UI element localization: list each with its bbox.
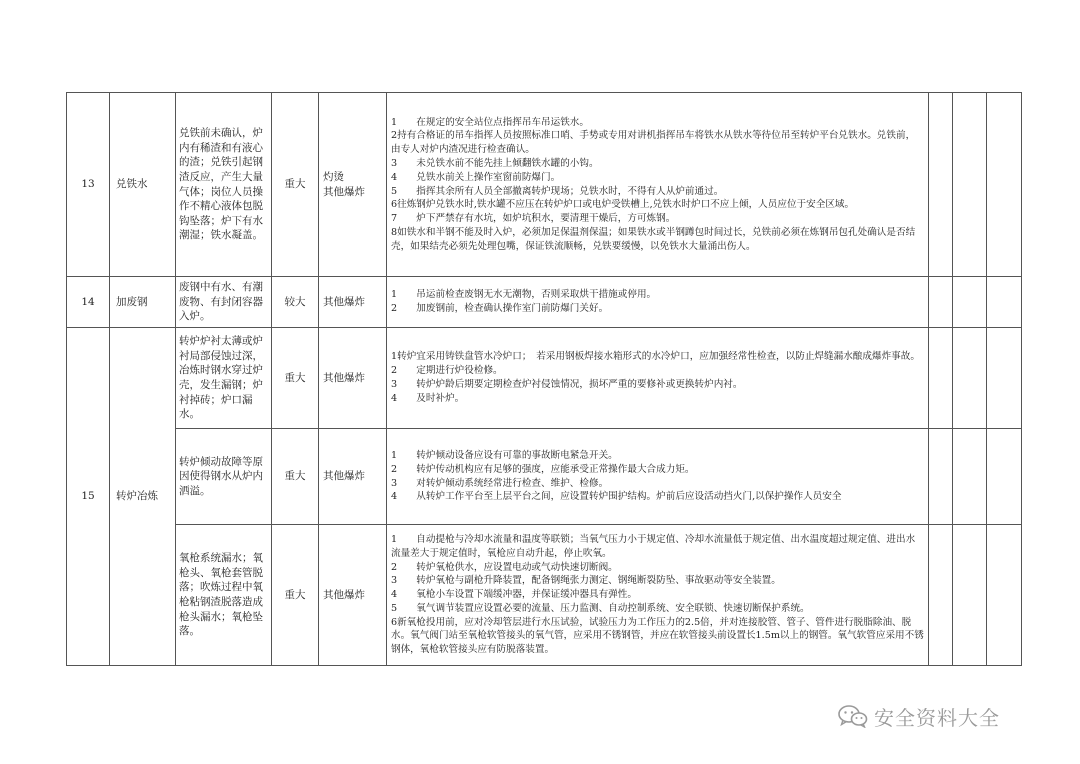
measure-line: 5 氧气调节装置应设置必要的流量、压力监测、自动控制系统、安全联锁、快速切断保护系统。 [391,602,810,614]
row-number: 15 [67,328,110,666]
table-row [67,525,1022,666]
measure-line: 6新氧枪投用前，应对冷却管层进行水压试验，试验压力为工作压力的2.5倍，并对连接胶管、管子、管件进行脱脂除油、脱水。氧气阀门站至氧枪软管接头的氧气管，应采用不锈钢管，并应在软管接头前设置长1.5m以上的钢管。氧气软管应采用不锈钢体，氧枪软管接头应有防脱落装置。 [391,616,924,656]
empty-cell [929,93,953,277]
empty-cell [987,328,1022,429]
measure-line: 4 氧枪小车设置下端缓冲器，并保证缓冲器具有弹性。 [391,589,637,601]
empty-cell [929,525,953,666]
wechat-icon [838,704,868,728]
table-row [67,429,1022,525]
operation-name: 兑铁水 [110,93,176,277]
empty-cell [953,328,987,429]
hazard-cause: 废钢中有水、有潮废物、有封闭容器入炉。 [176,277,272,328]
measure-line: 4 兑铁水前关上操作室窗前防爆门。 [391,171,561,183]
empty-cell [987,429,1022,525]
accident-type: 其他爆炸 [319,328,387,429]
empty-cell [929,328,953,429]
measure-line: 1 自动提枪与冷却水流量和温度等联锁；当氧气压力小于规定值、冷却水流量低于规定值、出水温度超过规定值、进出水流量差大于规定值时，氧枪应自动升起，停止吹氧。 [391,533,916,559]
empty-cell [987,277,1022,328]
risk-level: 重大 [272,93,319,277]
empty-cell [987,93,1022,277]
table-row [67,328,1022,429]
empty-cell [953,525,987,666]
measure-line: 1 吊运前检查废钢无水无潮物，否则采取烘干措施或停用。 [391,289,657,301]
measure-line: 6往炼钢炉兑铁水时,铁水罐不应压在转炉炉口或电炉受铁槽上,兑铁水时炉口不应上倾，人员应位于安全区域。 [391,199,855,211]
accident-type: 其他爆炸 [319,429,387,525]
measure-line: 2 定期进行炉役检修。 [391,365,503,377]
measure-line: 2 加废钢前，检查确认操作室门前防爆门关好。 [391,303,609,314]
empty-cell [987,525,1022,666]
measure-line: 2 转炉传动机构应有足够的强度，应能承受正常操作最大合成力矩。 [391,463,695,475]
control-measures [387,429,929,525]
measure-line: 2 转炉氧枪供水，应设置电动或气动快速切断阀。 [391,561,618,573]
measure-line: 4 及时补炉。 [391,392,465,404]
measure-line: 1 转炉倾动设备应设有可靠的事故断电紧急开关。 [391,449,618,461]
control-measures [387,525,929,666]
measure-line: 1转炉宜采用铸铁盘管水冷炉口； 若采用钢板焊接水箱形式的水冷炉口，应加强经常性检查，以防止焊缝漏水酿成爆炸事故。 [391,351,920,363]
hazard-cause: 转炉倾动故障等原因使得钢水从炉内洒溢。 [176,429,272,525]
operation-name: 转炉冶炼 [110,328,176,666]
measure-line: 1 在规定的安全站位点指挥吊车吊运铁水。 [391,116,589,128]
watermark [838,702,1000,730]
risk-level: 重大 [272,525,319,666]
accident-type: 其他爆炸 [319,525,387,666]
control-measures [387,93,929,277]
empty-cell [929,277,953,328]
accident-type [319,93,387,277]
empty-cell [953,429,987,525]
measure-line: 4 从转炉工作平台至上层平台之间，应设置转炉围护结构。炉前后应设活动挡火门,以保护操作人员安全 [391,491,842,503]
accident-type-text: 灼烫 其他爆炸 [323,170,365,198]
risk-level: 重大 [272,429,319,525]
measure-line: 2持有合格证的吊车指挥人员按照标准口哨、手势或专用对讲机指挥吊车将铁水从铁水等待位吊至转炉平台兑铁水。兑铁前，由专人对炉内渣况进行检查确认。 [391,130,916,156]
row-number: 14 [67,277,110,328]
empty-cell [953,277,987,328]
hazard-cause: 氧枪系统漏水；氧枪头、氧枪套管脱落；吹炼过程中氧枪粘钢渣脱落造成枪头漏水；氧枪坠落。 [176,525,272,666]
empty-cell [929,429,953,525]
control-measures [387,277,929,328]
measure-line: 7 炉下严禁存有水坑，如炉坑积水，要清理干燥后，方可炼钢。 [391,213,676,225]
risk-level: 较大 [272,277,319,328]
measure-line: 3 未兑铁水前不能先挂上倾翻铁水罐的小钩。 [391,157,599,169]
watermark-text: 安全资料大全 [874,705,1000,730]
control-measures [387,328,929,429]
row-number: 13 [67,93,110,277]
measure-line: 3 转炉炉龄后期要定期检查炉衬侵蚀情况，损坏严重的要修补或更换转炉内衬。 [391,379,743,390]
measure-line: 3 转炉氧枪与副枪升降装置，配备钢绳张力测定、钢绳断裂防坠、事故驱动等安全装置。 [391,575,781,587]
risk-level: 重大 [272,328,319,429]
table-row [67,93,1022,277]
operation-name: 加废钢 [110,277,176,328]
table-row [67,277,1022,328]
measure-line: 5 指挥其余所有人员全部撤离转炉现场；兑铁水时，不得有人从炉前通过。 [391,185,724,197]
measure-line: 3 对转炉倾动系统经常进行检查、维护、检修。 [391,477,609,489]
risk-table [66,92,1022,666]
accident-type: 其他爆炸 [319,277,387,328]
measure-line: 8如铁水和半钢不能及时入炉，必须加足保温剂保温；如果铁水或半钢蹲包时间过长，兑铁前必须在炼钢吊包孔处确认是否结壳，如果结壳必须先处理包嘴，保证铁流顺畅，兑铁要缓慢，以免铁水大量涌出伤人。 [391,226,916,252]
empty-cell [953,93,987,277]
hazard-cause: 转炉炉衬太薄或炉衬局部侵蚀过深，冶炼时钢水穿过炉壳，发生漏钢；炉衬掉砖；炉口漏水。 [176,328,272,429]
hazard-cause: 兑铁前未确认，炉内有稀渣和有液心的渣；兑铁引起钢渣反应，产生大量气体；岗位人员操作不精心液体包脱钩坠落；炉下有水潮湿；铁水凝盖。 [176,93,272,277]
